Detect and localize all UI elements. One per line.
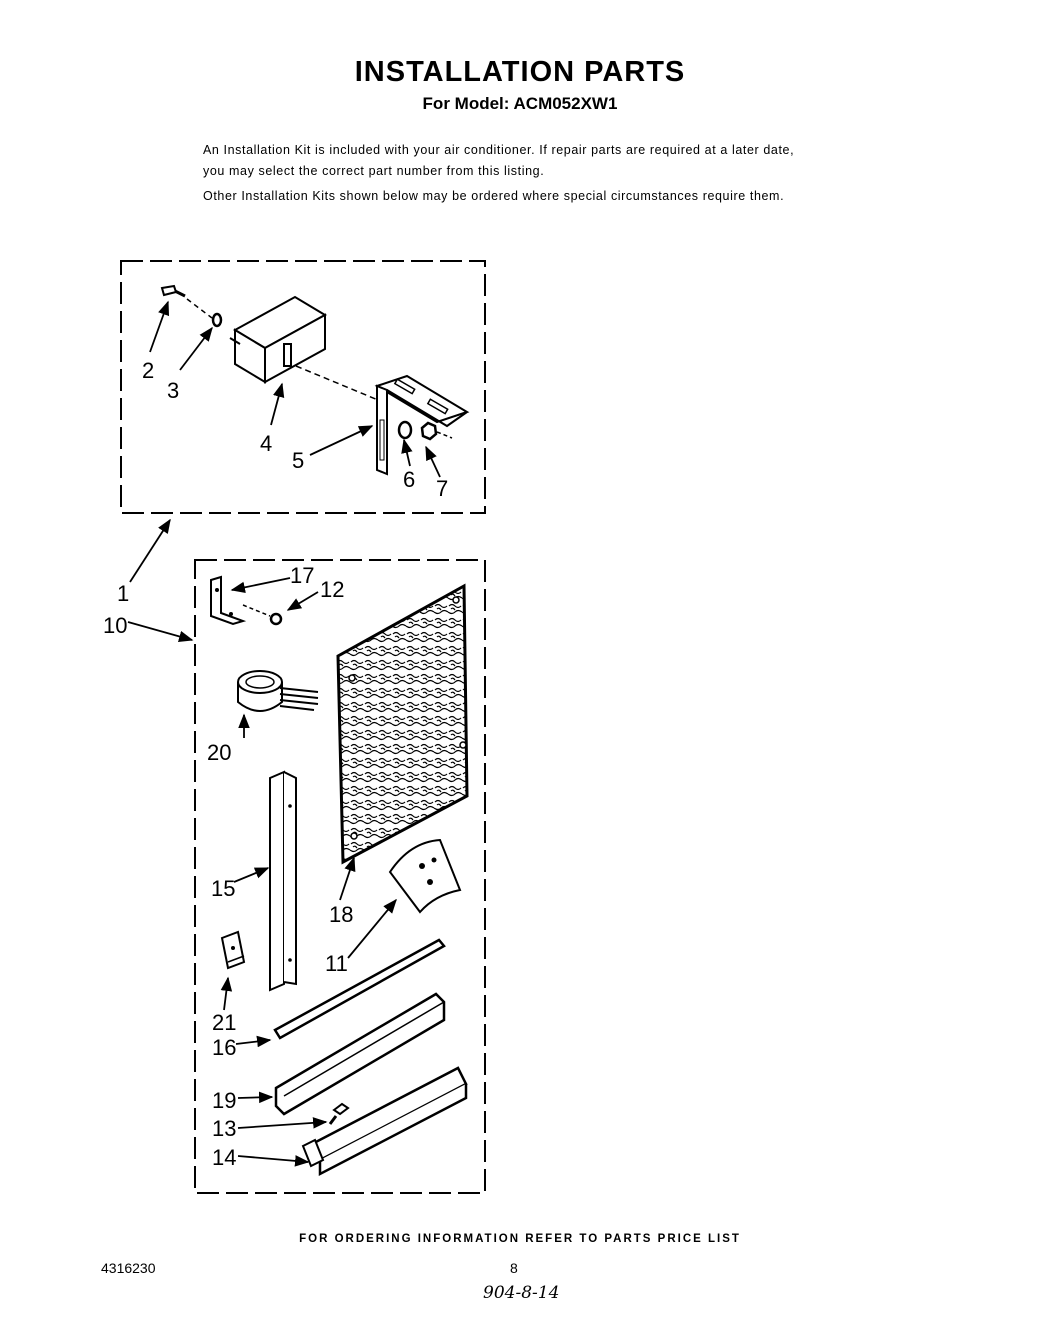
model-subtitle: For Model: ACM052XW1 — [422, 94, 618, 113]
callout-6: 6 — [403, 467, 416, 492]
callout-18: 18 — [329, 902, 354, 927]
side-panel-18-icon — [338, 586, 467, 862]
page-title: INSTALLATION PARTS — [354, 56, 686, 88]
support-bracket-5-icon — [377, 376, 467, 474]
intro-paragraph-2: Other Installation Kits shown below may be ordered where special circumstances require them. — [203, 189, 785, 203]
callout-21: 21 — [212, 1010, 237, 1035]
screw-13-icon — [330, 1104, 348, 1124]
washer-6-icon — [399, 422, 411, 438]
corner-bracket-17-icon — [211, 577, 243, 624]
nut-7-icon — [422, 423, 436, 439]
callout-14: 14 — [212, 1145, 237, 1170]
callout-5: 5 — [292, 448, 305, 473]
screw-2-icon — [162, 286, 185, 296]
callout-19: 19 — [212, 1088, 237, 1113]
callout-3: 3 — [167, 378, 180, 403]
curved-clip-11-icon — [390, 840, 460, 912]
callout-17: 17 — [290, 563, 315, 588]
callout-11: 11 — [325, 951, 348, 976]
callout-7: 7 — [436, 476, 449, 501]
document-number: 4316230 — [101, 1260, 156, 1276]
callout-15: 15 — [211, 876, 236, 901]
page-number: 8 — [510, 1260, 518, 1276]
ordering-note: FOR ORDERING INFORMATION REFER TO PARTS PRICE LIST — [299, 1233, 741, 1245]
block-21-icon — [222, 932, 244, 968]
callout-10: 10 — [103, 613, 128, 638]
callout-12: 12 — [320, 577, 345, 602]
top-cover-4-icon — [230, 297, 325, 382]
callout-1: 1 — [117, 581, 130, 606]
intro-paragraph-1: An Installation Kit is included with your air conditioner. If repair parts are required at a later date, you may select the correct part number from this listing. — [203, 143, 795, 178]
washer-3-icon — [213, 314, 221, 326]
foam-seal-roll-20-icon — [238, 671, 318, 711]
handwritten-note: 904-8-14 — [483, 1283, 560, 1303]
screw-12-icon — [243, 605, 281, 624]
callout-16: 16 — [212, 1035, 237, 1060]
callout-13: 13 — [212, 1116, 237, 1141]
callout-2: 2 — [142, 358, 155, 383]
callout-20: 20 — [207, 740, 232, 765]
callout-4: 4 — [260, 431, 273, 456]
vertical-angle-15-icon — [270, 772, 296, 990]
